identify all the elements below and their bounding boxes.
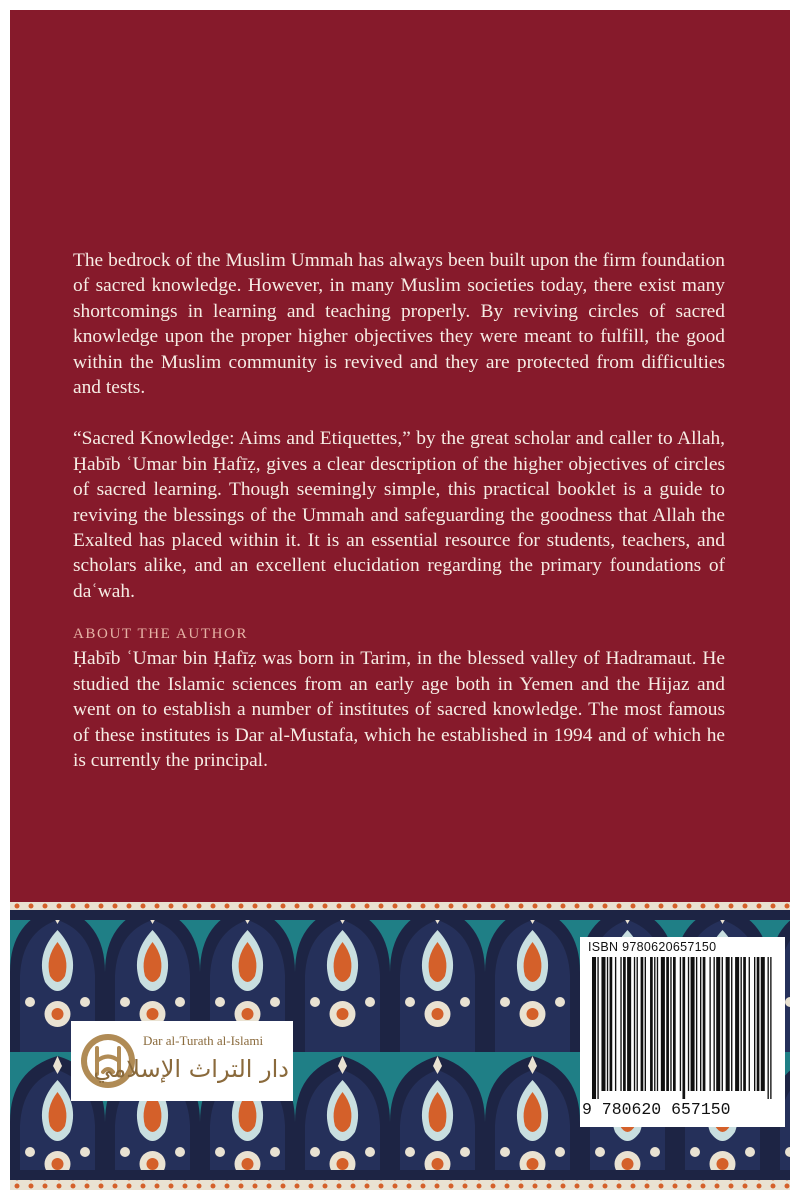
barcode-bar <box>688 957 689 1091</box>
barcode-bar <box>696 957 697 1091</box>
barcode-bar <box>691 957 695 1091</box>
publisher-name-arabic: دار التراث الإسلامي <box>93 1055 289 1083</box>
barcode-bar <box>716 957 720 1091</box>
barcode-bar <box>661 957 665 1091</box>
barcode-bar <box>682 957 685 1099</box>
barcode-bar <box>761 957 765 1091</box>
isbn-label: ISBN 9780620657150 <box>588 940 717 954</box>
cover-text <box>73 248 725 773</box>
barcode-bar <box>650 957 653 1091</box>
barcode-bar <box>607 957 608 1091</box>
barcode-bar <box>731 957 732 1091</box>
barcode-bar <box>641 957 644 1091</box>
barcode-bar <box>592 957 596 1099</box>
barcode-bar <box>680 957 681 1091</box>
barcode-bar <box>670 957 671 1091</box>
barcode-bar <box>722 957 723 1091</box>
barcode-bar <box>700 957 701 1091</box>
barcode-bar <box>735 957 739 1091</box>
barcode-bar <box>634 957 635 1091</box>
barcode-bar <box>703 957 706 1091</box>
author-bio: Ḥabīb ʿUmar bin Ḥafīẓ was born in Tarim, in the blessed valley of Hadramaut. He studied the Islamic sciences from an early age both in Yemen and the Hijaz and went on to establish a number of institutes of sacred knowledge. The most famous of these institutes is Dar al-Mustafa, which he established in 1994 and of which he is currently the principal. <box>73 648 725 771</box>
barcode-bar <box>615 957 616 1091</box>
back-cover <box>10 10 790 1190</box>
barcode-bar <box>623 957 626 1091</box>
barcode-bar <box>654 957 655 1091</box>
barcode-bar <box>645 957 646 1091</box>
barcode-bar <box>620 957 621 1091</box>
barcode-bar <box>627 957 631 1091</box>
description-paragraph-2: “Sacred Knowledge: Aims and Etiquettes,” by the great scholar and caller to Allah, Ḥabīb ʿUmar bin Ḥafīẓ, gives a clear description of the higher objectives of circles of sacred learning. Though seemingly simple, this practical booklet is a guide to reviving the blessings of the Ummah and safeguarding the goodness that Allah the Exalted has placed within it. It is an essential resource for students, teachers, and scholars alike, and an excellent elucidation regarding the primary foundations of daʿwah. <box>73 428 725 602</box>
barcode-bar <box>768 957 769 1099</box>
about-author-heading: ABOUT THE AUTHOR <box>73 626 249 643</box>
barcode-bar <box>637 957 638 1091</box>
barcode-bar <box>726 957 730 1091</box>
barcode-bar <box>709 957 710 1091</box>
publisher-logo-box <box>71 1021 293 1101</box>
barcode-bar <box>754 957 755 1091</box>
barcode-bar <box>770 957 771 1099</box>
publisher-name: Dar al-Turath al-Islami <box>143 1033 264 1048</box>
barcode-bar <box>666 957 669 1091</box>
barcode-bar <box>741 957 742 1091</box>
ean-digits: 9 780620 657150 <box>582 1100 731 1119</box>
barcode-icon <box>588 957 778 1099</box>
barcode-bar <box>597 957 598 1099</box>
description-paragraph-1: The bedrock of the Muslim Ummah has always been built upon the firm foundation of sacred knowledge. However, in many Muslim societies today, there exist many shortcomings in learning and teaching properly. By reviving circles of sacred knowledge upon the proper higher objectives they were meant to fulfill, the good within the Muslim community is revived and they are protected from difficulties and tests. <box>73 250 725 399</box>
barcode-bar <box>601 957 605 1091</box>
barcode-bar <box>610 957 613 1091</box>
barcode-bar <box>657 957 658 1091</box>
isbn-barcode <box>580 937 785 1127</box>
barcode-bar <box>743 957 746 1091</box>
barcode-bar <box>757 957 760 1091</box>
barcode-bar <box>714 957 715 1091</box>
barcode-bar <box>673 957 676 1091</box>
barcode-bar <box>749 957 750 1091</box>
